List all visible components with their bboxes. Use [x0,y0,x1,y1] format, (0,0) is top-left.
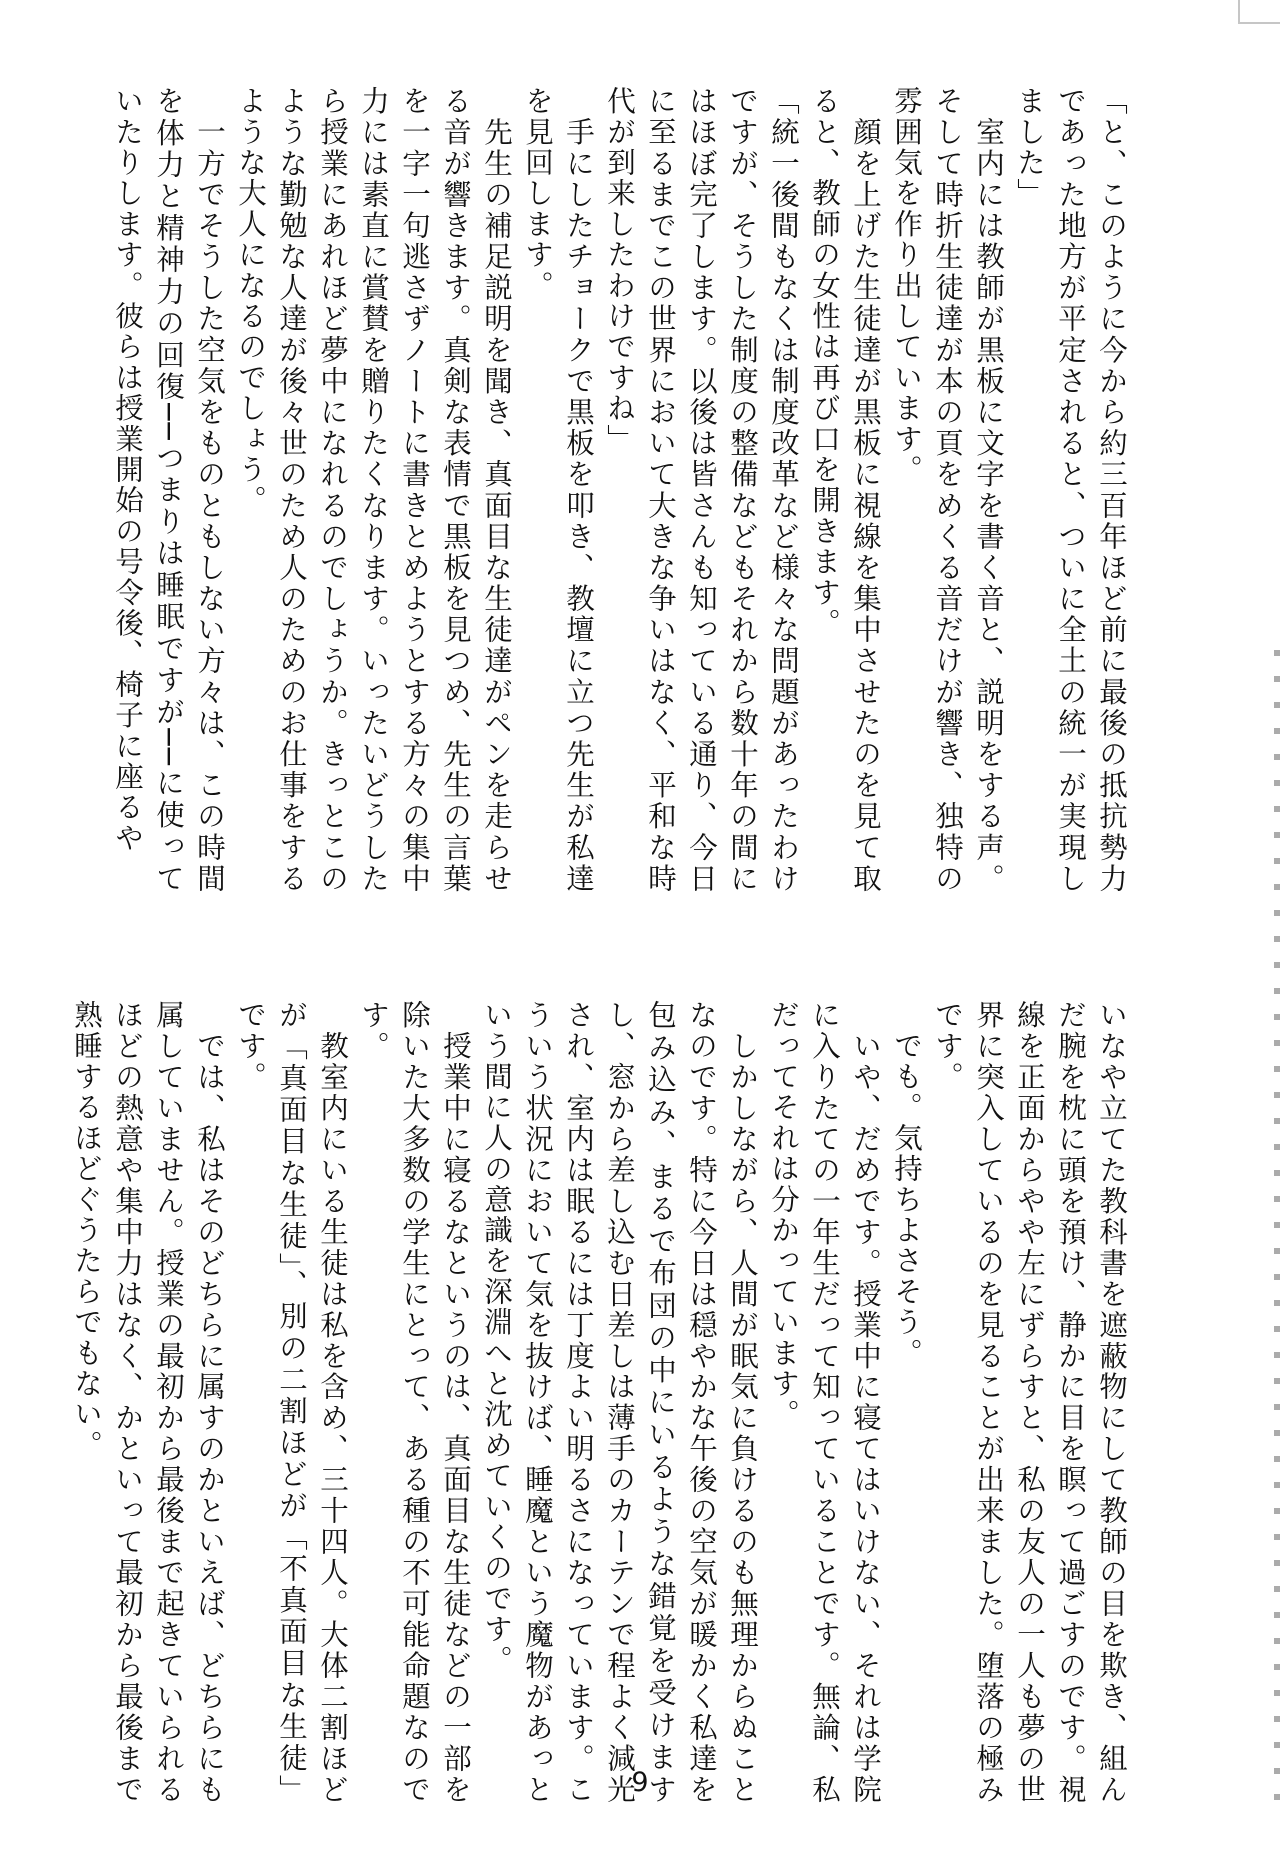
scan-edge-mark [1274,650,1280,1800]
paragraph: でも。気持ちよさそう。 [890,1000,923,1369]
paragraph: 一方でそうした空気をものともしない方々は、この時間を体力と精神力の回復──つまりは睡眠ですが──に使っていたりします。彼らは授業開始の号令後、椅子に座るや [111,86,226,894]
paragraph: 手にしたチョークで黒板を叩き、教壇に立つ先生が私達を見回します。 [521,86,595,894]
upper-text-block [111,86,1132,894]
paragraph: いや、だめです。授業中に寝てはいけない、それは学院に入りたての一年生だって知っていることです。無論、私だってそれは分かっています。 [767,1000,882,1805]
paragraph: 「統一後間もなくは制度改革など様々な問題があったわけですが、そうした制度の整備などもそれから数十年の間にはほぼ完了します。以後は皆さんも知っている通り、今日に至るまでこの世界において大きな争いはなく、平和な時代が到来したわけですね」 [603,86,800,894]
paragraph: 室内には教師が黒板に文字を書く音と、説明をする声。そして時折生徒達が本の頁をめくる音だけが響き、独特の雰囲気を作り出しています。 [890,86,1005,894]
paragraph: いなや立てた教科書を遮蔽物にして教師の目を欺き、組んだ腕を枕に頭を預け、静かに目を瞑って過ごすのです。視線を正面からやや左にずらすと、私の友人の一人も夢の世界に突入しているのを見ることが出来ました。堕落の極みです。 [931,1000,1128,1805]
paragraph: しかしながら、人間が眠気に負けるのも無理からぬことなのです。特に今日は穏やかな午後の空気が暖かく私達を包み込み、まるで布団の中にいるような錯覚を受けますし、窓から差し込む日差しは薄手のカーテンで程よく減光され、室内は眠るには丁度よい明るさになっています。こういう状況において気を抜けば、睡魔という魔物があっという間に人の意識を深淵へと沈めていくのです。 [480,1000,759,1805]
page-number: 9 [631,1767,649,1798]
lower-text-block [70,1000,1132,1805]
paragraph: 授業中に寝るなというのは、真面目な生徒などの一部を除いた大多数の学生にとって、ある種の不可能命題なのです。 [357,1000,472,1805]
paragraph: 「と、このように今から約三百年ほど前に最後の抵抗勢力であった地方が平定されると、ついに全土の統一が実現しました」 [1013,86,1128,894]
scan-corner-mark [1238,0,1280,24]
paragraph: では、私はそのどちらに属すのかといえば、どちらにも属していません。授業の最初から最後まで起きていられるほどの熱意や集中力はなく、かといって最初から最後まで熟睡するほどぐうたらでもない。 [70,1000,226,1805]
paragraph: 先生の補足説明を聞き、真面目な生徒達がペンを走らせる音が響きます。真剣な表情で黒板を見つめ、先生の言葉を一字一句逃さずノートに書きとめようとする方々の集中力には素直に賞賛を贈りたくなります。いったいどうしたら授業にあれほど夢中になれるのでしょうか。きっとこのような勤勉な人達が後々世のため人のためのお仕事をするような大人になるのでしょう。 [234,86,513,894]
paragraph: 顔を上げた生徒達が黒板に視線を集中させたのを見て取ると、教師の女性は再び口を開きます。 [808,86,882,894]
paragraph: 教室内にいる生徒は私を含め、三十四人。大体二割ほどが「真面目な生徒」、別の二割ほどが「不真面目な生徒」です。 [234,1000,349,1805]
